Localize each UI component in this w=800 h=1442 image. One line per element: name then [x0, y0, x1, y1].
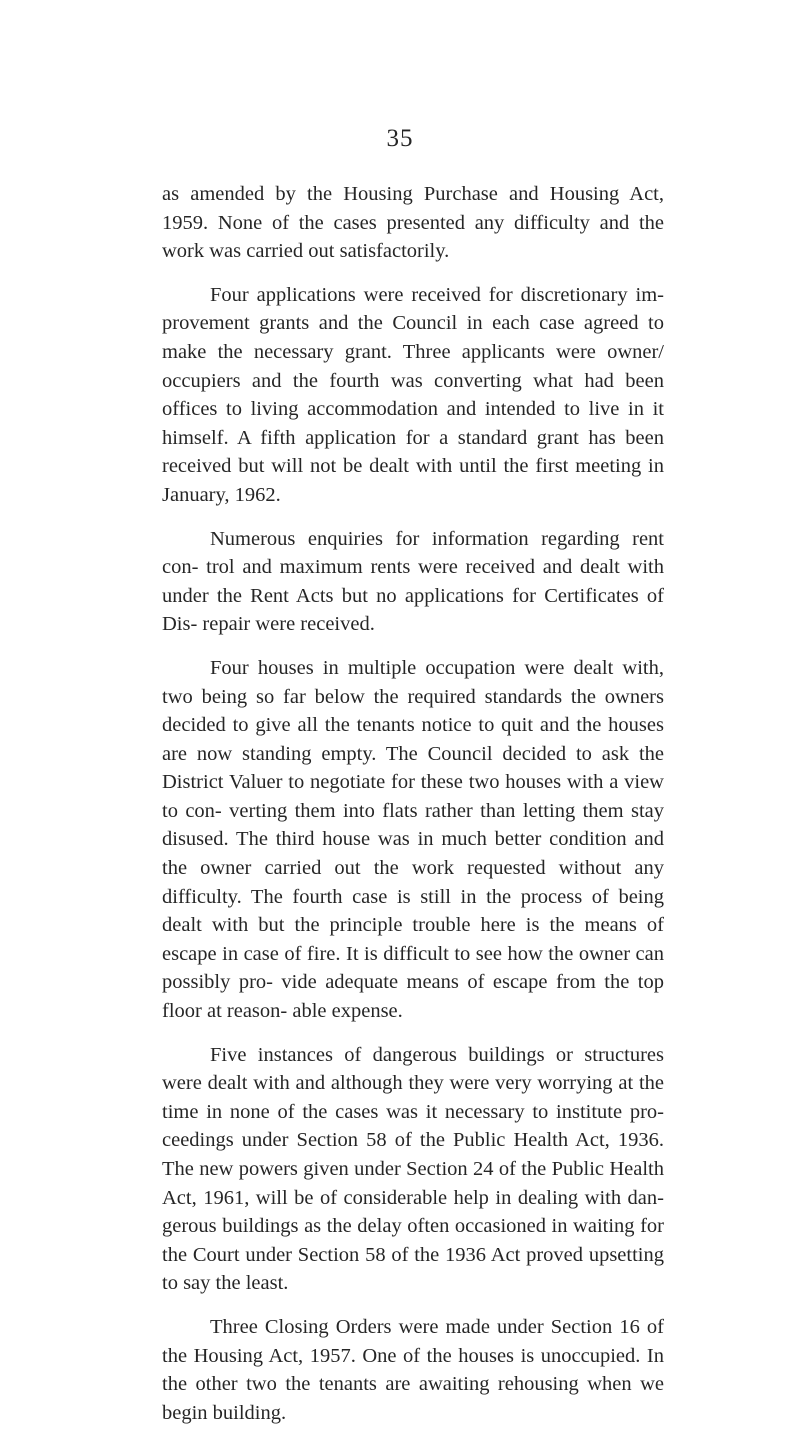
paragraph-multiple-occupation: Four houses in multiple occupation were dealt with, two being so far below the required standards the owners decided to give all the tenants notice to quit and the houses are now standing empty. The Council decided to ask the District Valuer to negotiate for these two houses with a view to con- verting them into flats rather than letting them stay disused. The third house was in much better condition and the owner carried out the work requested without any difficulty. The fourth case is still in the process of being dealt with but the principle trouble here is the means of escape in case of fire. It is difficult to see how the owner can possibly pro- vide adequate means of escape from the top floor at reason- able expense. — [162, 656, 664, 1023]
paragraph-rent-control: Numerous enquiries for information regarding rent con- trol and maximum rents were received and dealt with under the Rent Acts but no applications for Certificates of Dis- repair were received. — [162, 527, 664, 636]
paragraph-continuation: as amended by the Housing Purchase and Housing Act, 1959. None of the cases presented any difficulty and the work was carried out satisfactorily. — [162, 183, 664, 263]
paragraph-closing-orders: Three Closing Orders were made under Section 16 of the Housing Act, 1957. One of the houses is unoccupied. In the other two the tenants are awaiting rehousing when we begin building. — [162, 1315, 664, 1424]
body-text — [162, 180, 664, 1442]
page-number: 35 — [386, 125, 414, 152]
paragraph-improvement-grants: Four applications were received for discretionary im- provement grants and the Council in each case agreed to make the necessary grant. Three applicants were owner/ occupiers and the fourth was converting what had been offices to living accommodation and intended to live in it himself. A fifth application for a standard grant has been received but will not be dealt with until the first meeting in January, 1962. — [162, 283, 664, 506]
paragraph-dangerous-buildings: Five instances of dangerous buildings or structures were dealt with and although they were very worrying at the time in none of the cases was it necessary to institute pro- ceedings under Section 58 of the Public Health Act, 1936. The new powers given under Section 24 of the Public Health Act, 1961, will be of considerable help in dealing with dan- gerous buildings as the delay often occasioned in waiting for the Court under Section 58 of the 1936 Act proved upsetting to say the least. — [162, 1043, 664, 1295]
